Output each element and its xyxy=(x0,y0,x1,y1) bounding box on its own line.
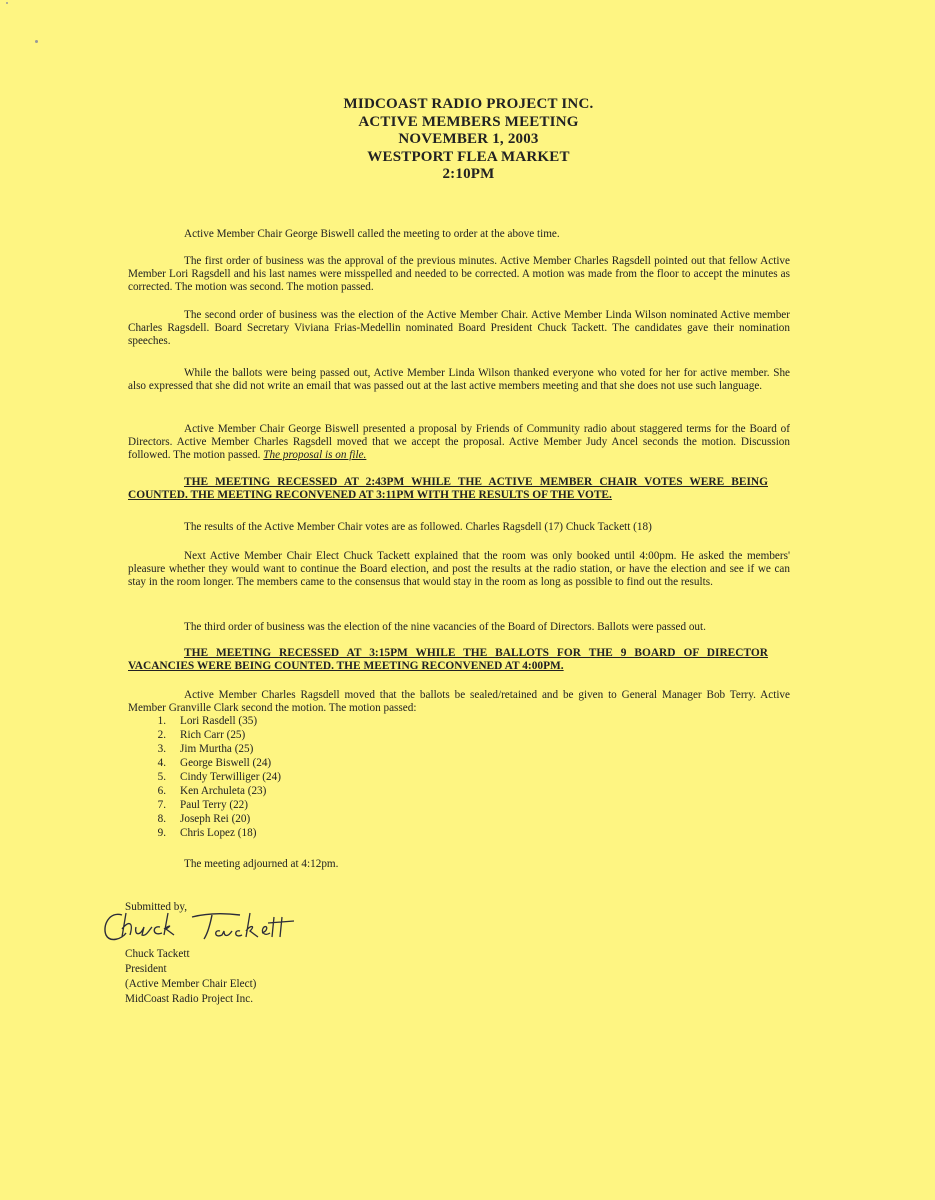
list-text: Cindy Terwilliger (24) xyxy=(180,771,281,783)
paragraph-chair-results xyxy=(128,521,790,534)
paragraph-board-election xyxy=(128,621,790,634)
paragraph-call-to-order xyxy=(128,228,790,241)
list-text: Joseph Rei (20) xyxy=(180,813,251,825)
org-title: MIDCOAST RADIO PROJECT INC. xyxy=(343,96,594,112)
notice-text: THE MEETING RECESSED AT 2:43PM WHILE THE ACTIVE MEMBER CHAIR VOTES WERE BEING COUNTED. THE MEETING RECONVENED AT 3:11PM WITH THE RESULTS OF THE VOTE. xyxy=(128,476,768,501)
list-number: 6. xyxy=(157,785,166,797)
paragraph-room-booking xyxy=(128,550,790,589)
paragraph-text: Active Member Chair George Biswell presented a proposal by Friends of Community radio about staggered terms for the Board of Directors. Active Member Charles Ragsdell moved that we accept the proposal. Active Member Judy Ancel seconds the motion. Discussion followed. The motion passed. xyxy=(128,423,790,461)
list-text: George Biswell (24) xyxy=(180,757,272,769)
paragraph-text: The third order of business was the election of the nine vacancies of the Board of Directors. Ballots were passed out. xyxy=(184,621,706,633)
paragraph-minutes-approval xyxy=(128,255,790,294)
document-header xyxy=(0,96,935,184)
signer-title: President xyxy=(125,963,167,975)
list-number: 4. xyxy=(157,757,166,769)
paragraph-text: Active Member Chair George Biswell called the meeting to order at the above time. xyxy=(184,228,560,240)
list-item xyxy=(128,756,281,770)
list-number: 2. xyxy=(157,729,166,741)
paragraph-ballots xyxy=(128,367,790,393)
paragraph-chair-election xyxy=(128,309,790,348)
paragraph-text: Active Member Charles Ragsdell moved that the ballots be sealed/retained and be given to General Manager Bob Terry. Active Member Granville Clark second the motion. The motion passed: xyxy=(128,689,790,714)
recess-notice-2 xyxy=(128,647,768,673)
list-item xyxy=(128,798,281,812)
list-text: Chris Lopez (18) xyxy=(180,827,257,839)
paragraph-text: While the ballots were being passed out, Active Member Linda Wilson thanked everyone who voted for her for active member. She also expressed that she did not write an email that was passed out at the last active members meeting and that she does not use such language. xyxy=(128,367,790,392)
paragraph-proposal xyxy=(128,423,790,462)
signer-organization: MidCoast Radio Project Inc. xyxy=(125,993,254,1005)
paragraph-text: The results of the Active Member Chair votes are as followed. Charles Ragsdell (17) Chuck Tackett (18) xyxy=(184,521,652,533)
list-text: Ken Archuleta (23) xyxy=(180,785,267,797)
submitted-by-label: Submitted by, xyxy=(125,901,188,913)
paragraph-text: The second order of business was the election of the Active Member Chair. Active Member Linda Wilson nominated Active member Charles Ragsdell. Board Secretary Viviana Frias-Medellin nominated Board President Chuck Tackett. The candidates gave their nomination speeches. xyxy=(128,309,790,347)
list-number: 8. xyxy=(157,813,166,825)
list-item xyxy=(128,770,281,784)
meeting-date: NOVEMBER 1, 2003 xyxy=(398,131,539,147)
list-text: Rich Carr (25) xyxy=(180,729,246,741)
meeting-title: ACTIVE MEMBERS MEETING xyxy=(358,113,579,130)
signer-name: Chuck Tackett xyxy=(125,948,190,960)
list-number: 3. xyxy=(157,743,166,755)
list-text: Lori Rasdell (35) xyxy=(180,715,258,727)
list-item xyxy=(128,812,281,826)
list-item xyxy=(128,728,281,742)
list-text: Paul Terry (22) xyxy=(180,799,248,811)
paragraph-text: Next Active Member Chair Elect Chuck Tackett explained that the room was only booked until 4:00pm. He asked the members' pleasure whether they would want to continue the Board election, and post the results at the radio station, or have the election and see if we can stay in the room longer. The members came to the consensus that would stay in the room as long as possible to find out the results. xyxy=(128,550,790,588)
list-number: 1. xyxy=(157,715,166,727)
paragraph-ballots-sealed xyxy=(128,689,790,715)
paragraph-text: The first order of business was the approval of the previous minutes. Active Member Charles Ragsdell pointed out that fellow Active Member Lori Ragsdell and his last names were misspelled and needed to be corrected. A motion was made from the floor to accept the minutes as corrected. The motion was second. The motion passed. xyxy=(128,255,790,293)
proposal-on-file-link[interactable]: The proposal is on file. xyxy=(263,449,367,461)
list-text: Jim Murtha (25) xyxy=(180,743,254,755)
handwritten-signature xyxy=(100,907,300,947)
list-item xyxy=(128,826,281,840)
list-number: 7. xyxy=(157,799,166,811)
scan-speck xyxy=(6,2,8,4)
board-results-list xyxy=(128,714,281,840)
list-item xyxy=(128,742,281,756)
notice-text: THE MEETING RECESSED AT 3:15PM WHILE THE BALLOTS FOR THE 9 BOARD OF DIRECTOR VACANCIES WERE BEING COUNTED. THE MEETING RECONVENED AT 4:00PM. xyxy=(128,647,768,672)
meeting-time: 2:10PM xyxy=(442,166,495,182)
meeting-location: WESTPORT FLEA MARKET xyxy=(367,148,570,165)
scan-speck xyxy=(35,40,38,43)
adjournment-text: The meeting adjourned at 4:12pm. xyxy=(184,858,339,870)
signer-role: (Active Member Chair Elect) xyxy=(125,978,257,990)
recess-notice-1 xyxy=(128,476,768,502)
list-item xyxy=(128,784,281,798)
list-item xyxy=(128,714,281,728)
list-number: 5. xyxy=(157,771,166,783)
list-number: 9. xyxy=(157,827,166,839)
